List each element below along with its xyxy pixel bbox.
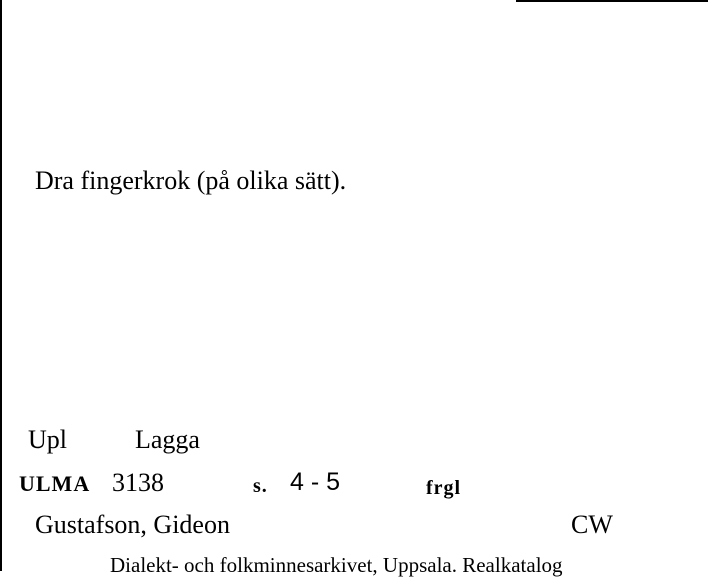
archive-code: ULMA: [19, 471, 91, 496]
archive-number: 3138: [112, 468, 164, 497]
pages-prefix: s.: [253, 475, 268, 497]
recorder-initials: CW: [571, 510, 613, 539]
card-top-rule: [516, 0, 708, 2]
card-title: Dra fingerkrok (på olika sätt).: [35, 166, 347, 195]
record-type: frgl: [426, 477, 462, 499]
card-left-border: [0, 0, 2, 571]
page-range: 4 - 5: [290, 468, 341, 496]
parish-label: Lagga: [135, 425, 200, 454]
province-label: Upl: [28, 425, 67, 454]
archive-footer: Dialekt- och folkminnesarkivet, Uppsala. Realkatalog: [110, 553, 563, 577]
informant-name: Gustafson, Gideon: [35, 510, 230, 539]
